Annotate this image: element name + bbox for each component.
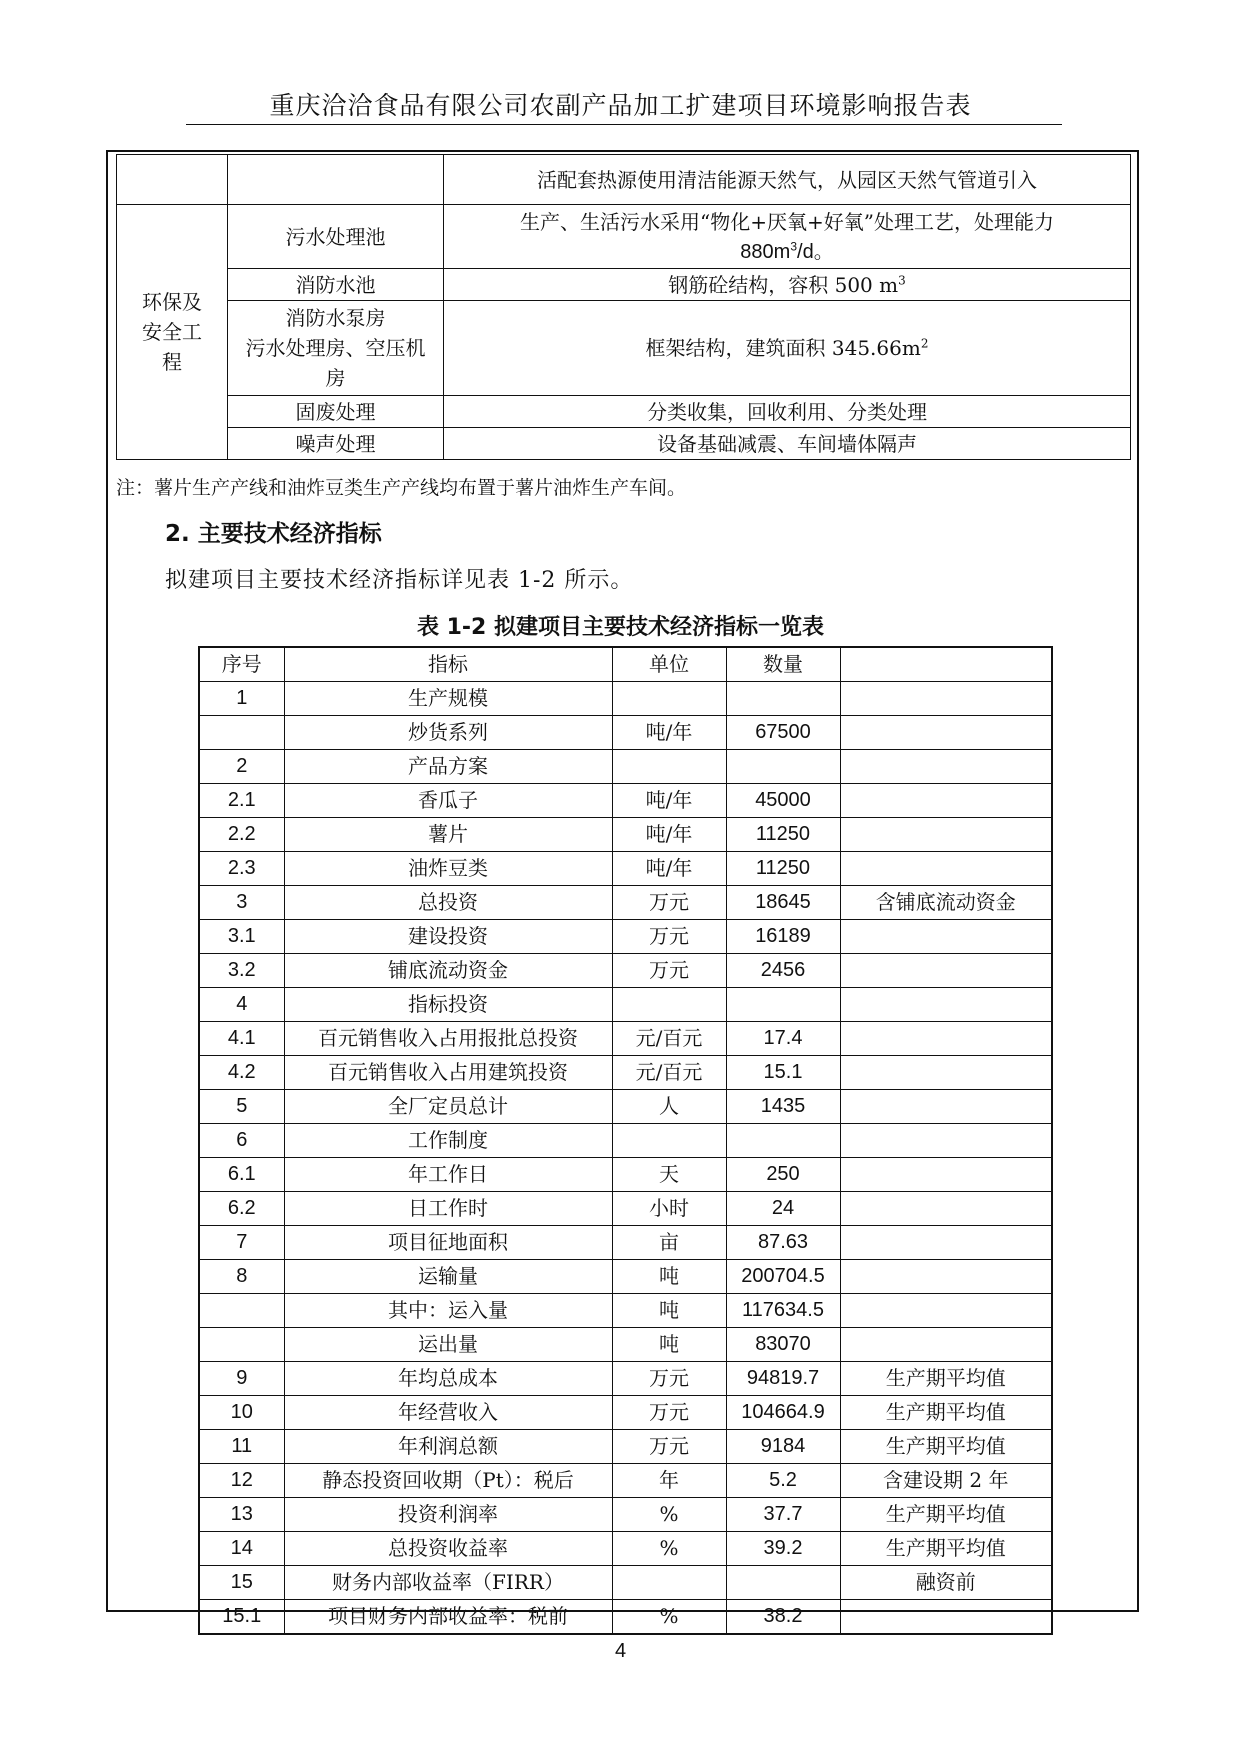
kpi-cell-quantity bbox=[726, 1124, 840, 1158]
kpi-cell-unit: % bbox=[612, 1600, 726, 1635]
kpi-cell-unit: 吨 bbox=[612, 1260, 726, 1294]
kpi-cell-seq: 4.2 bbox=[199, 1056, 284, 1090]
kpi-cell-quantity: 250 bbox=[726, 1158, 840, 1192]
eng-group-label: 环保及 安全工 程 bbox=[117, 205, 228, 460]
page-header-title: 重庆洽洽食品有限公司农副产品加工扩建项目环境影响报告表 bbox=[269, 91, 972, 120]
kpi-cell-seq: 15.1 bbox=[199, 1600, 284, 1635]
kpi-cell-indicator: 财务内部收益率（FIRR） bbox=[284, 1566, 612, 1600]
kpi-cell-unit: 万元 bbox=[612, 886, 726, 920]
kpi-cell-remark: 融资前 bbox=[840, 1566, 1052, 1600]
kpi-header-cell-unit: 单位 bbox=[612, 647, 726, 682]
eng-cell-empty bbox=[228, 155, 444, 205]
engineering-table bbox=[116, 154, 1131, 460]
section-heading: 2. 主要技术经济指标 bbox=[165, 521, 382, 547]
eng-row-desc: 框架结构，建筑面积 $345.66m^2$ bbox=[444, 301, 1131, 396]
kpi-cell-seq: 3.2 bbox=[199, 954, 284, 988]
kpi-cell-unit: 小时 bbox=[612, 1192, 726, 1226]
kpi-row bbox=[199, 1294, 1052, 1328]
kpi-row bbox=[199, 1464, 1052, 1498]
kpi-cell-seq: 4 bbox=[199, 988, 284, 1022]
kpi-cell-indicator: 总投资收益率 bbox=[284, 1532, 612, 1566]
kpi-cell-seq bbox=[199, 1294, 284, 1328]
kpi-cell-unit: 吨/年 bbox=[612, 818, 726, 852]
kpi-cell-unit: 吨/年 bbox=[612, 784, 726, 818]
eng-top-row-text: 活配套热源使用清洁能源天然气，从园区天然气管道引入 bbox=[444, 155, 1131, 205]
kpi-row bbox=[199, 1532, 1052, 1566]
kpi-cell-seq: 6 bbox=[199, 1124, 284, 1158]
kpi-cell-quantity bbox=[726, 1566, 840, 1600]
kpi-cell-remark bbox=[840, 1600, 1052, 1635]
kpi-cell-unit bbox=[612, 1566, 726, 1600]
kpi-cell-unit: 元/百元 bbox=[612, 1022, 726, 1056]
kpi-row bbox=[199, 1600, 1052, 1635]
kpi-row bbox=[199, 954, 1052, 988]
kpi-cell-unit: 吨 bbox=[612, 1294, 726, 1328]
kpi-cell-indicator: 生产规模 bbox=[284, 682, 612, 716]
kpi-header-cell-indicator: 指标 bbox=[284, 647, 612, 682]
kpi-row bbox=[199, 1226, 1052, 1260]
kpi-cell-indicator: 油炸豆类 bbox=[284, 852, 612, 886]
kpi-cell-remark bbox=[840, 1192, 1052, 1226]
kpi-cell-unit bbox=[612, 988, 726, 1022]
kpi-cell-unit bbox=[612, 1124, 726, 1158]
kpi-cell-remark: 生产期平均值 bbox=[840, 1362, 1052, 1396]
header-rule bbox=[186, 124, 1062, 125]
kpi-cell-remark: 生产期平均值 bbox=[840, 1396, 1052, 1430]
page-number: 4 bbox=[614, 1640, 627, 1662]
kpi-row bbox=[199, 716, 1052, 750]
kpi-cell-quantity: 5.2 bbox=[726, 1464, 840, 1498]
kpi-cell-remark bbox=[840, 1328, 1052, 1362]
kpi-cell-remark bbox=[840, 1056, 1052, 1090]
kpi-cell-seq: 4.1 bbox=[199, 1022, 284, 1056]
kpi-cell-seq: 3 bbox=[199, 886, 284, 920]
kpi-cell-quantity: 18645 bbox=[726, 886, 840, 920]
kpi-cell-indicator: 炒货系列 bbox=[284, 716, 612, 750]
kpi-cell-quantity: 94819.7 bbox=[726, 1362, 840, 1396]
kpi-row bbox=[199, 1498, 1052, 1532]
kpi-cell-indicator: 铺底流动资金 bbox=[284, 954, 612, 988]
kpi-cell-seq: 11 bbox=[199, 1430, 284, 1464]
kpi-cell-indicator: 百元销售收入占用建筑投资 bbox=[284, 1056, 612, 1090]
kpi-cell-remark: 含建设期 2 年 bbox=[840, 1464, 1052, 1498]
kpi-row bbox=[199, 784, 1052, 818]
kpi-cell-quantity: 87.63 bbox=[726, 1226, 840, 1260]
kpi-cell-seq: 7 bbox=[199, 1226, 284, 1260]
kpi-cell-indicator: 运出量 bbox=[284, 1328, 612, 1362]
kpi-cell-seq: 2 bbox=[199, 750, 284, 784]
kpi-cell-remark bbox=[840, 1226, 1052, 1260]
kpi-row bbox=[199, 1192, 1052, 1226]
kpi-cell-seq: 6.1 bbox=[199, 1158, 284, 1192]
kpi-cell-quantity: 11250 bbox=[726, 852, 840, 886]
kpi-cell-indicator: 其中：运入量 bbox=[284, 1294, 612, 1328]
eng-row-name: 噪声处理 bbox=[228, 428, 444, 460]
kpi-cell-unit: 万元 bbox=[612, 1396, 726, 1430]
kpi-cell-quantity: 67500 bbox=[726, 716, 840, 750]
kpi-cell-quantity: 15.1 bbox=[726, 1056, 840, 1090]
kpi-cell-unit: 吨/年 bbox=[612, 716, 726, 750]
kpi-cell-indicator: 运输量 bbox=[284, 1260, 612, 1294]
kpi-row bbox=[199, 1362, 1052, 1396]
kpi-cell-seq: 8 bbox=[199, 1260, 284, 1294]
kpi-row bbox=[199, 1124, 1052, 1158]
kpi-cell-remark bbox=[840, 750, 1052, 784]
kpi-cell-unit: 元/百元 bbox=[612, 1056, 726, 1090]
kpi-cell-remark bbox=[840, 988, 1052, 1022]
kpi-cell-unit: 吨 bbox=[612, 1328, 726, 1362]
kpi-cell-quantity bbox=[726, 682, 840, 716]
kpi-cell-indicator: 工作制度 bbox=[284, 1124, 612, 1158]
kpi-row bbox=[199, 682, 1052, 716]
kpi-cell-remark bbox=[840, 1022, 1052, 1056]
kpi-row bbox=[199, 886, 1052, 920]
kpi-cell-unit: 天 bbox=[612, 1158, 726, 1192]
kpi-cell-remark bbox=[840, 954, 1052, 988]
kpi-cell-quantity: 24 bbox=[726, 1192, 840, 1226]
kpi-cell-remark: 生产期平均值 bbox=[840, 1430, 1052, 1464]
kpi-cell-remark bbox=[840, 1090, 1052, 1124]
kpi-cell-seq: 2.1 bbox=[199, 784, 284, 818]
kpi-cell-seq: 12 bbox=[199, 1464, 284, 1498]
kpi-cell-quantity: 45000 bbox=[726, 784, 840, 818]
kpi-cell-seq: 2.3 bbox=[199, 852, 284, 886]
kpi-cell-indicator: 薯片 bbox=[284, 818, 612, 852]
kpi-cell-indicator: 项目财务内部收益率：税前 bbox=[284, 1600, 612, 1635]
eng-cell-empty bbox=[117, 155, 228, 205]
kpi-cell-quantity: 38.2 bbox=[726, 1600, 840, 1635]
kpi-cell-seq: 1 bbox=[199, 682, 284, 716]
kpi-cell-remark bbox=[840, 1158, 1052, 1192]
kpi-row bbox=[199, 818, 1052, 852]
kpi-cell-quantity: 17.4 bbox=[726, 1022, 840, 1056]
kpi-table bbox=[198, 646, 1053, 1635]
kpi-cell-indicator: 年工作日 bbox=[284, 1158, 612, 1192]
kpi-cell-quantity: 200704.5 bbox=[726, 1260, 840, 1294]
kpi-cell-indicator: 全厂定员总计 bbox=[284, 1090, 612, 1124]
kpi-header-cell-quantity: 数量 bbox=[726, 647, 840, 682]
kpi-row bbox=[199, 920, 1052, 954]
eng-row-name: 消防水池 bbox=[228, 269, 444, 301]
kpi-cell-seq: 2.2 bbox=[199, 818, 284, 852]
kpi-cell-seq: 15 bbox=[199, 1566, 284, 1600]
eng-row-desc: 设备基础减震、车间墙体隔声 bbox=[444, 428, 1131, 460]
kpi-cell-indicator: 日工作时 bbox=[284, 1192, 612, 1226]
kpi-cell-indicator: 指标投资 bbox=[284, 988, 612, 1022]
kpi-cell-quantity: 104664.9 bbox=[726, 1396, 840, 1430]
kpi-cell-seq: 6.2 bbox=[199, 1192, 284, 1226]
kpi-cell-quantity: 117634.5 bbox=[726, 1294, 840, 1328]
kpi-cell-indicator: 百元销售收入占用报批总投资 bbox=[284, 1022, 612, 1056]
section-paragraph: 拟建项目主要技术经济指标详见表 1-2 所示。 bbox=[165, 568, 634, 593]
kpi-cell-remark bbox=[840, 784, 1052, 818]
kpi-cell-unit: % bbox=[612, 1532, 726, 1566]
kpi-cell-seq: 13 bbox=[199, 1498, 284, 1532]
kpi-row bbox=[199, 1056, 1052, 1090]
kpi-cell-indicator: 投资利润率 bbox=[284, 1498, 612, 1532]
kpi-row bbox=[199, 1260, 1052, 1294]
kpi-cell-remark: 生产期平均值 bbox=[840, 1532, 1052, 1566]
kpi-cell-quantity bbox=[726, 988, 840, 1022]
kpi-cell-remark: 含铺底流动资金 bbox=[840, 886, 1052, 920]
kpi-cell-quantity bbox=[726, 750, 840, 784]
kpi-cell-indicator: 静态投资回收期（Pt）：税后 bbox=[284, 1464, 612, 1498]
kpi-cell-remark bbox=[840, 852, 1052, 886]
kpi-cell-indicator: 年利润总额 bbox=[284, 1430, 612, 1464]
kpi-cell-quantity: 39.2 bbox=[726, 1532, 840, 1566]
kpi-cell-quantity: 16189 bbox=[726, 920, 840, 954]
kpi-cell-unit: 亩 bbox=[612, 1226, 726, 1260]
kpi-row bbox=[199, 988, 1052, 1022]
kpi-cell-unit: 万元 bbox=[612, 1430, 726, 1464]
kpi-cell-remark bbox=[840, 682, 1052, 716]
kpi-cell-seq: 14 bbox=[199, 1532, 284, 1566]
kpi-cell-remark bbox=[840, 1260, 1052, 1294]
kpi-cell-quantity: 9184 bbox=[726, 1430, 840, 1464]
kpi-cell-quantity: 83070 bbox=[726, 1328, 840, 1362]
kpi-cell-indicator: 项目征地面积 bbox=[284, 1226, 612, 1260]
kpi-cell-remark bbox=[840, 716, 1052, 750]
kpi-cell-unit: 吨/年 bbox=[612, 852, 726, 886]
eng-row-desc: 分类收集，回收利用、分类处理 bbox=[444, 396, 1131, 428]
kpi-cell-unit: 万元 bbox=[612, 1362, 726, 1396]
kpi-cell-remark bbox=[840, 1124, 1052, 1158]
kpi-cell-quantity: 11250 bbox=[726, 818, 840, 852]
kpi-cell-seq bbox=[199, 1328, 284, 1362]
eng-row-desc: 钢筋砼结构，容积 500 $m^3$ bbox=[444, 269, 1131, 301]
eng-row-name: 污水处理池 bbox=[228, 205, 444, 269]
kpi-cell-seq: 9 bbox=[199, 1362, 284, 1396]
kpi-cell-indicator: 年均总成本 bbox=[284, 1362, 612, 1396]
kpi-cell-remark: 生产期平均值 bbox=[840, 1498, 1052, 1532]
kpi-cell-unit: % bbox=[612, 1498, 726, 1532]
kpi-cell-indicator: 香瓜子 bbox=[284, 784, 612, 818]
kpi-row bbox=[199, 1430, 1052, 1464]
kpi-row bbox=[199, 1090, 1052, 1124]
kpi-cell-seq: 3.1 bbox=[199, 920, 284, 954]
kpi-cell-indicator: 产品方案 bbox=[284, 750, 612, 784]
kpi-cell-remark bbox=[840, 818, 1052, 852]
kpi-cell-quantity: 2456 bbox=[726, 954, 840, 988]
kpi-row bbox=[199, 750, 1052, 784]
eng-row-name: 固废处理 bbox=[228, 396, 444, 428]
kpi-cell-quantity: 37.7 bbox=[726, 1498, 840, 1532]
kpi-header-row bbox=[199, 647, 1052, 682]
kpi-cell-seq: 5 bbox=[199, 1090, 284, 1124]
kpi-row bbox=[199, 852, 1052, 886]
kpi-cell-quantity: 1435 bbox=[726, 1090, 840, 1124]
kpi-row bbox=[199, 1328, 1052, 1362]
kpi-row bbox=[199, 1396, 1052, 1430]
table-caption: 表 1-2 拟建项目主要技术经济指标一览表 bbox=[416, 615, 825, 640]
kpi-cell-unit: 人 bbox=[612, 1090, 726, 1124]
kpi-row bbox=[199, 1566, 1052, 1600]
kpi-cell-seq: 10 bbox=[199, 1396, 284, 1430]
eng-row-desc: 生产、生活污水采用“物化+厌氧+好氧”处理工艺，处理能力 $880m^3/d$。 bbox=[444, 205, 1131, 269]
kpi-cell-unit bbox=[612, 682, 726, 716]
kpi-cell-remark bbox=[840, 920, 1052, 954]
kpi-cell-unit bbox=[612, 750, 726, 784]
table-note: 注：薯片生产产线和油炸豆类生产产线均布置于薯片油炸生产车间。 bbox=[116, 477, 687, 499]
kpi-cell-seq bbox=[199, 716, 284, 750]
kpi-cell-indicator: 总投资 bbox=[284, 886, 612, 920]
kpi-cell-unit: 万元 bbox=[612, 954, 726, 988]
kpi-cell-remark bbox=[840, 1294, 1052, 1328]
kpi-row bbox=[199, 1022, 1052, 1056]
eng-row-name: 消防水泵房 污水处理房、空压机 房 bbox=[228, 301, 444, 396]
kpi-row bbox=[199, 1158, 1052, 1192]
kpi-cell-indicator: 年经营收入 bbox=[284, 1396, 612, 1430]
kpi-cell-unit: 万元 bbox=[612, 920, 726, 954]
kpi-cell-indicator: 建设投资 bbox=[284, 920, 612, 954]
kpi-cell-unit: 年 bbox=[612, 1464, 726, 1498]
kpi-header-cell-seq: 序号 bbox=[199, 647, 284, 682]
kpi-header-cell-remark bbox=[840, 647, 1052, 682]
